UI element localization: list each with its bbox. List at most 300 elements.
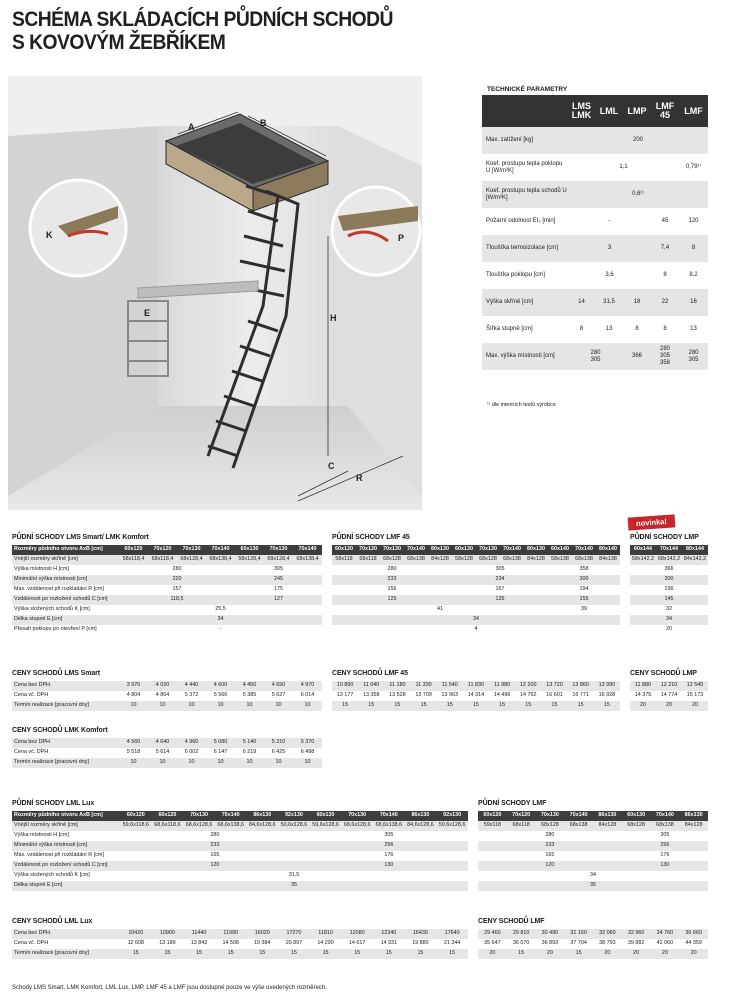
table-cell: 60x130 [452,545,476,555]
table-cell: 60x130 [622,811,651,821]
table-cell: 70x130 [341,811,373,821]
tech-table [482,95,708,370]
table-cell: 10 [235,758,264,768]
table-cell: 68x128 [476,555,500,565]
table-cell: Šířka stupně [cm] [482,316,568,343]
table-cell: 10 [235,701,264,711]
table-cell: 13 [595,316,623,343]
table-cell: 256 [310,841,468,851]
table-cell: 10420 [120,929,152,939]
table-cell: 34 [332,615,620,625]
tech-row [482,208,708,235]
table-cell: 15 [183,949,215,959]
table-cell: 15 [310,949,342,959]
table-cell: Rozměry půdního otvoru AxB [cm] [12,545,119,555]
table-cell: 17270 [278,929,310,939]
table-cell: Rozměry půdního otvoru AxB [cm] [12,811,120,821]
table-row [12,605,322,615]
table-cell: 29 460 [478,929,507,939]
table-cell: 14 931 [373,939,405,949]
table-cell: 92x130 [278,811,310,821]
table-cell: Vzdálenost po rozložení schodů C [cm] [12,861,120,871]
table-row [478,821,708,831]
table-cell: 11440 [183,929,215,939]
section-title: PŮDNÍ SCHODY LMS Smart/ LMK Komfort [12,534,149,541]
table-cell: 58x128,4 [235,555,264,565]
dim-label-e: E [144,308,151,318]
table-cell: Požární odolnost EI₂ [min] [482,208,568,235]
table-cell: 6 014 [293,691,322,701]
table-cell: 15 [358,701,384,711]
prices-lmf45 [332,681,620,711]
table-row [332,701,620,711]
table-cell: 11 880 [630,681,656,691]
table-cell: 10 [206,701,235,711]
table-cell: 16020 [247,929,279,939]
table-cell: 68,6x128,6 [341,821,373,831]
table-lmp [630,545,708,635]
table-cell: 68,6x138,6 [373,821,405,831]
table-cell: 120 [478,861,622,871]
table-cell: 6 425 [264,748,293,758]
table-cell: 70x130 [536,811,565,821]
table-cell: 20 [656,701,682,711]
table-cell: 13 709 [411,691,437,701]
tech-col-lml: LML [595,95,623,127]
table-cell: 5 310 [264,738,293,748]
table-cell: 15 [463,701,489,711]
tech-col-lmp: LMP [623,95,651,127]
tech-header-row [482,95,708,127]
table-cell: Termín realizace [pracovní dny] [12,701,119,711]
table-cell: 15 [247,949,279,959]
table-cell: 8 [651,262,679,289]
table-cell: 32 960 [622,929,651,939]
table-cell: 15 [405,949,437,959]
table-cell: 4 440 [177,681,206,691]
table-row [12,939,468,949]
table-cell: 37 704 [564,939,593,949]
table-cell: 5 370 [293,738,322,748]
table-cell: 196 [630,585,708,595]
table-cell: 20 [622,949,651,959]
table-cell: 84x128 [679,821,708,831]
table-cell: 5 140 [235,738,264,748]
dim-label-r: R [356,473,363,483]
table-cell: 68,6x128,6 [183,821,215,831]
section-title: PŮDNÍ SCHODY LMF 45 [332,534,410,541]
tech-row [482,262,708,289]
detail-circle-p [332,187,420,275]
table-cell: 86x130 [679,811,708,821]
table-cell: 60x120 [152,811,184,821]
table-cell: 13 720 [541,681,567,691]
table-cell: 11810 [310,929,342,939]
table-cell: 130 [622,861,708,871]
table-row [478,831,708,841]
table-cell: 12 608 [120,939,152,949]
table-cell: 4 960 [177,738,206,748]
table-cell: 14 617 [341,939,373,949]
table-cell: 11 980 [489,681,515,691]
table-cell: 12 210 [656,681,682,691]
table-cell: 118,5 [119,595,235,605]
table-cell: 68x142,2 [656,555,682,565]
table-cell: 84x128 [524,555,548,565]
section-title: CENY SCHODŮ LMP [630,670,697,677]
table-cell: 245 [235,575,322,585]
table-cell: 32 060 [593,929,622,939]
table-row [12,615,322,625]
table-cell: 4 650 [264,681,293,691]
table-cell: 13 177 [332,691,358,701]
tech-row [482,235,708,262]
table-cell: 6 498 [293,748,322,758]
table-row [630,681,708,691]
table-row [12,555,322,565]
table-cell: 39 [548,605,620,615]
table-cell: Tloušťka poklopu [cm] [482,262,568,289]
table-cell: 36 070 [507,939,536,949]
table-cell: Cena vč. DPH [12,939,120,949]
table-cell: 68,6x138,6 [215,821,247,831]
table-cell: 20 [630,701,656,711]
tech-col-lms-lmk: LMS LMK [568,95,595,127]
table-cell: Vnější rozměry skříně [cm] [12,555,119,565]
table-cell: 36 893 [536,939,565,949]
table-cell: 68x138 [500,555,524,565]
table-cell: 20 897 [278,939,310,949]
table-cell: 4 020 [148,681,177,691]
table-cell: 84,6x128,6 [247,821,279,831]
table-cell: 200 [568,127,708,154]
table-row [630,555,708,565]
table-cell: 25,5 [119,605,322,615]
table-cell: 10 [177,758,206,768]
table-cell: - [119,625,322,635]
title-line-2: S KOVOVÝM ŽEBŘÍKEM [12,31,226,54]
table-cell: 157 [119,585,235,595]
table-cell: Vnější rozměry skříně [cm] [12,821,120,831]
title-line-1: SCHÉMA SKLÁDACÍCH PŮDNÍCH SCHODŮ [12,8,393,31]
table-cell: 13 [679,316,708,343]
table-cell: 68x128 [622,821,651,831]
table-cell: 234 [452,575,548,585]
table-row [332,615,620,625]
table-cell: 5 627 [264,691,293,701]
table-cell: 68x138 [564,821,593,831]
table-cell: 10 [148,758,177,768]
table-row [12,758,322,768]
table-cell: 6 147 [206,748,235,758]
table-cell: 194 [548,585,620,595]
table-row [12,821,468,831]
table-cell: 10 [177,701,206,711]
table-cell: 20 [593,949,622,959]
table-cell: 305 [452,565,548,575]
table-cell: 10 [293,701,322,711]
dim-label-a: A [188,122,195,132]
table-cell: 125 [332,595,452,605]
table-lms-lmk [12,545,322,635]
table-cell: 13 963 [437,691,463,701]
table-cell: 7,4 [651,235,679,262]
table-row [332,565,620,575]
table-cell: 15 [436,949,468,959]
table-cell: 15 [489,701,515,711]
table-row [332,605,620,615]
table-cell: 1,1 [568,154,679,181]
table-cell: 13 990 [594,681,620,691]
table-cell: 220 [119,575,235,585]
tech-row [482,343,708,370]
table-cell: 10 [206,758,235,768]
table-cell: 68x118,4 [148,555,177,565]
table-cell: 16 601 [541,691,567,701]
table-cell: 41 [332,605,548,615]
table-cell: 233 [478,841,622,851]
tech-note: ¹⁾ dle interních testů výrobce [487,402,556,408]
table-cell: 14 375 [630,691,656,701]
table-cell: 31,5 [595,289,623,316]
table-cell: 18 [623,289,651,316]
table-cell: Max. vzdálenost při rozkládání R [cm] [12,851,120,861]
table-cell: Max. vzdálenost při rozkládání R [cm] [12,585,119,595]
table-row [12,575,322,585]
table-cell: 11 040 [358,681,384,691]
table-cell: 8 [568,316,595,343]
table-cell: 84x138 [596,555,620,565]
table-row [12,595,322,605]
table-cell: Vzdálenost po rozložení schodů C [cm] [12,595,119,605]
table-cell: 68x138,4 [293,555,322,565]
table-cell: 16 771 [568,691,594,701]
table-cell: 11 330 [411,681,437,691]
table-cell: 13 189 [152,939,184,949]
dim-label-k: K [46,230,53,240]
table-cell: 20 [630,625,708,635]
table-row [12,841,468,851]
table-cell: 80x130 [524,545,548,555]
table-row [12,949,468,959]
table-cell: Délka stupně E [cm] [12,615,119,625]
table-cell: 4 640 [148,738,177,748]
table-cell: 15 [120,949,152,959]
table-cell: 59,6x128,6 [310,821,342,831]
table-row [12,701,322,711]
table-cell: 305 [235,565,322,575]
tech-row [482,316,708,343]
table-cell: 280 [478,831,622,841]
table-cell: 20 [679,949,708,959]
table-cell: 120 [679,208,708,235]
table-cell: 36 660 [679,929,708,939]
table-cell: 60x120 [119,545,148,555]
table-cell: 58x118,4 [119,555,148,565]
tech-col-lmf45: LMF 45 [651,95,679,127]
table-cell: Max. výška místnosti [cm] [482,343,568,370]
table-cell: 5 385 [235,691,264,701]
section-title: PŮDNÍ SCHODY LML Lux [12,800,95,807]
table-cell: 176 [310,851,468,861]
table-cell: 70x130 [177,545,206,555]
table-cell: - [568,208,651,235]
table-cell: 280 305 [568,343,623,370]
table-cell: 68x118 [356,555,380,565]
table-cell: 300 [630,575,708,585]
table-cell: 84x128 [428,555,452,565]
table-cell: Tloušťka termoizolace [cm] [482,235,568,262]
table-cell: 14 762 [515,691,541,701]
dim-label-h: H [330,313,337,323]
table-row [630,565,708,575]
table-cell: 32 [630,605,708,615]
tech-row [482,289,708,316]
table-cell: 80x144 [682,545,708,555]
table-row [332,595,620,605]
table-cell: 6 219 [235,748,264,758]
table-cell: 42 060 [651,939,680,949]
table-row [12,929,468,939]
table-row [630,545,708,555]
table-cell: 15 [541,701,567,711]
table-row [478,861,708,871]
table-cell: 8,2 [679,262,708,289]
section-title: CENY SCHODŮ LMK Komfort [12,727,108,734]
table-cell: 15 [507,949,536,959]
table-cell: 44 359 [679,939,708,949]
table-cell: 15 [341,949,373,959]
table-cell: 156 [332,585,452,595]
table-row [332,545,620,555]
table-cell: 15 [215,949,247,959]
table-cell: 280 [119,565,235,575]
table-cell: 3 [568,235,651,262]
table-cell: 15 [332,701,358,711]
table-cell: 14 290 [310,939,342,949]
table-cell: 4 560 [119,738,148,748]
table-cell: 70x130 [264,545,293,555]
table-cell: 31,5 [120,871,468,881]
table-cell: 130 [310,861,468,871]
prices-lmf [478,929,708,959]
table-cell: Výška složených schodů K [cm] [12,605,119,615]
table-cell: 20 [651,949,680,959]
section-title: CENY SCHODŮ LML Lux [12,918,93,925]
table-row [478,939,708,949]
table-cell: 14 774 [656,691,682,701]
table-lmf [478,811,708,891]
table-row [478,871,708,881]
table-lmf45 [332,545,620,635]
table-row [12,851,468,861]
table-cell: 11 540 [437,681,463,691]
table-cell: 38 793 [593,939,622,949]
table-cell: 70x140 [206,545,235,555]
table-cell: 60x130 [235,545,264,555]
table-lml [12,811,468,891]
table-cell: 16430 [405,929,437,939]
table-row [630,585,708,595]
table-cell: Cena bez DPH [12,929,120,939]
table-row [12,881,468,891]
section-title: PŮDNÍ SCHODY LMF [478,800,547,807]
prices-lmp [630,681,708,711]
table-cell: Max. zatížení [kg] [482,127,568,154]
table-cell: 10 [264,701,293,711]
table-row [12,738,322,748]
table-cell: Minimální výška místnosti [cm] [12,841,120,851]
table-cell: 175 [235,585,322,595]
table-cell: 58x118 [332,555,356,565]
tech-row [482,127,708,154]
table-cell: 10900 [152,929,184,939]
table-cell: 50,6x128,6 [278,821,310,831]
table-cell: 29 810 [507,929,536,939]
table-cell: 15 [152,949,184,959]
table-cell: 15 [373,949,405,959]
table-cell: 366 [630,565,708,575]
table-cell: 280 [120,831,310,841]
table-cell: 35 [120,881,468,891]
table-cell: 68x128 [536,821,565,831]
table-cell: 155 [548,595,620,605]
table-row [630,605,708,615]
table-row [332,691,620,701]
table-cell: 34 760 [651,929,680,939]
table-cell: 86x130 [247,811,279,821]
table-cell: 10 [148,701,177,711]
table-cell: 68x128,4 [177,555,206,565]
table-cell: Cena vč. DPH [12,748,119,758]
table-cell: 39 882 [622,939,651,949]
new-badge: novinka! [628,514,676,530]
table-cell: 4 864 [148,691,177,701]
table-cell: 35 [478,881,708,891]
ladder-diagram [8,76,423,510]
table-cell: 5 518 [119,748,148,758]
table-cell: 15 [594,701,620,711]
tech-row [482,154,708,181]
table-cell: 15 [568,701,594,711]
table-cell: 3,6 [568,262,651,289]
table-cell: 12 200 [515,681,541,691]
table-cell: 59x118 [478,821,507,831]
table-cell: 60x120 [478,811,507,821]
table-cell: 4 804 [119,691,148,701]
table-cell: 10 [264,758,293,768]
table-row [478,811,708,821]
prices-lml [12,929,468,959]
table-cell: 13 528 [384,691,410,701]
table-cell: 135 [452,595,548,605]
table-cell: 58x128 [452,555,476,565]
table-cell: 19 880 [405,939,437,949]
section-title: CENY SCHODŮ LMF [478,918,545,925]
table-row [630,625,708,635]
table-row [12,681,322,691]
table-cell: 5 372 [177,691,206,701]
table-cell: 68x138 [572,555,596,565]
table-cell: 167 [452,585,548,595]
table-cell: Výška místnosti H [cm] [12,565,119,575]
table-cell: 70x144 [656,545,682,555]
table-cell: 68x118 [507,821,536,831]
tech-caption: TECHNICKÉ PARAMETRY [487,86,568,93]
table-cell: 358 [548,565,620,575]
table-cell: 86x130 [405,811,437,821]
table-cell: 50,6x128,6 [436,821,468,831]
